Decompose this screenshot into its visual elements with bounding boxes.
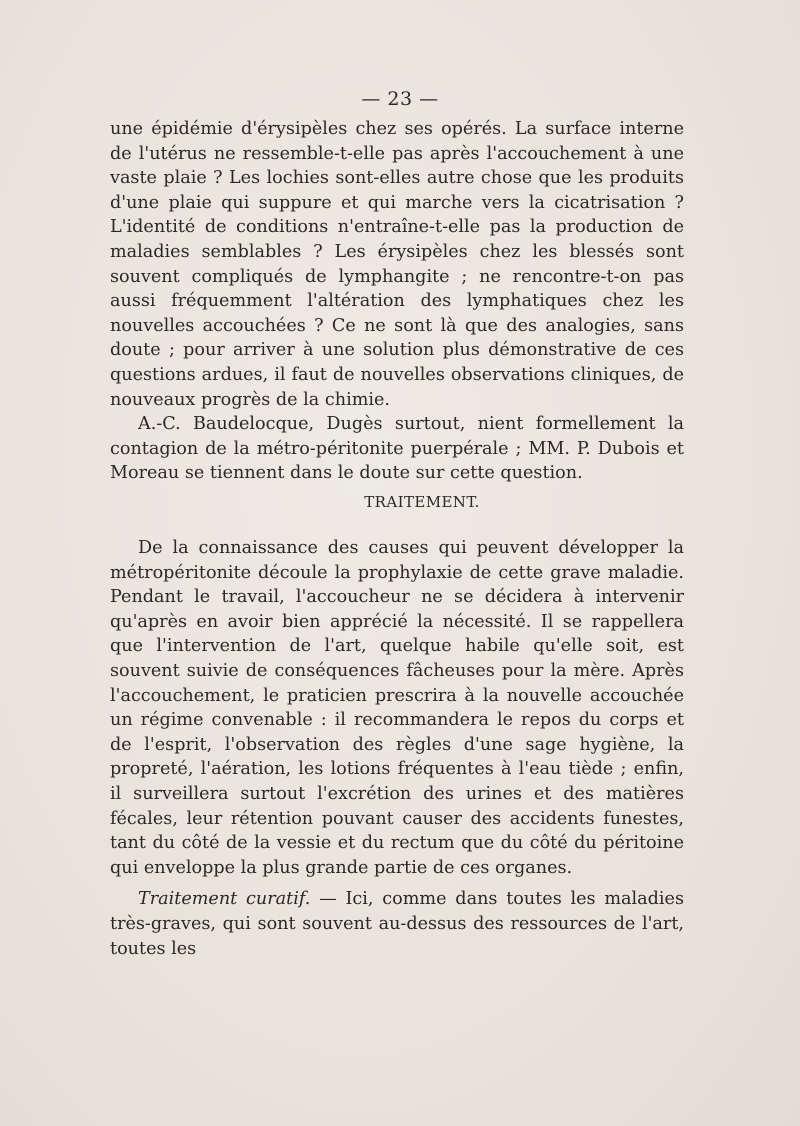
paragraph-erysipelas: une épidémie d'érysipèles chez ses opérés. La surface interne de l'utérus ne ressemble-t-elle pas après l'accouchement à une vaste plaie ? Les lochies sont-elles autre chose que les produits d'une plaie qui suppure et qui marche vers la cicatrisation ? L'identité de conditions n'entraîne-t-elle pas la production de maladies semblables ? Les érysipèles chez les blessés sont souvent compliqués de lymphangite ; ne rencontre-t-on pas aussi fréquemment l'altération des lymphatiques chez les nouvelles accouchées ? Ce ne sont là que des analogies, sans doute ; pour arriver à une solution plus démonstrative de ces questions ardues, il faut de nouvelles observations cliniques, de nouveaux progrès de la chimie. [110,119,684,410]
paragraph-contagion: A.-C. Baudelocque, Dugès surtout, nient formellement la contagion de la métro-péritonite puerpérale ; MM. P. Dubois et Moreau se tiennent dans le doute sur cette question. [110,414,684,484]
traitement-curatif-text: — Ici, comme dans toutes les maladies très-graves, qui sont souvent au-dessus des ressources de l'art, toutes les [110,889,684,959]
paragraph-traitement-curatif [110,887,684,961]
text-block-bottom [110,536,684,961]
paragraph-prophylaxie: De la connaissance des causes qui peuvent développer la métropéritonite découle la prophylaxie de cette grave maladie. Pendant le travail, l'accoucheur ne se décidera à intervenir qu'après en avoir bien apprécié la nécessité. Il se rappellera que l'intervention de l'art, quelque habile qu'elle soit, est souvent suivie de conséquences fâcheuses pour la mère. Après l'accouchement, le praticien prescrira à la nouvelle accouchée un régime convenable : il recommandera le repos du corps et de l'esprit, l'observation des règles d'une sage hygiène, la propreté, l'aération, les lotions fréquentes à l'eau tiède ; enfin, il surveillera surtout l'excrétion des urines et des matières fécales, leur rétention pouvant causer des accidents funestes, tant du côté de la vessie et du rectum que du côté du péritoine qui enveloppe la plus grande partie de ces organes. [110,538,684,878]
text-block-top [110,117,684,486]
section-heading-traitement: TRAITEMENT. [364,493,480,511]
page-number: — 23 — [361,88,439,110]
traitement-curatif-label: Traitement curatif. [138,889,311,910]
